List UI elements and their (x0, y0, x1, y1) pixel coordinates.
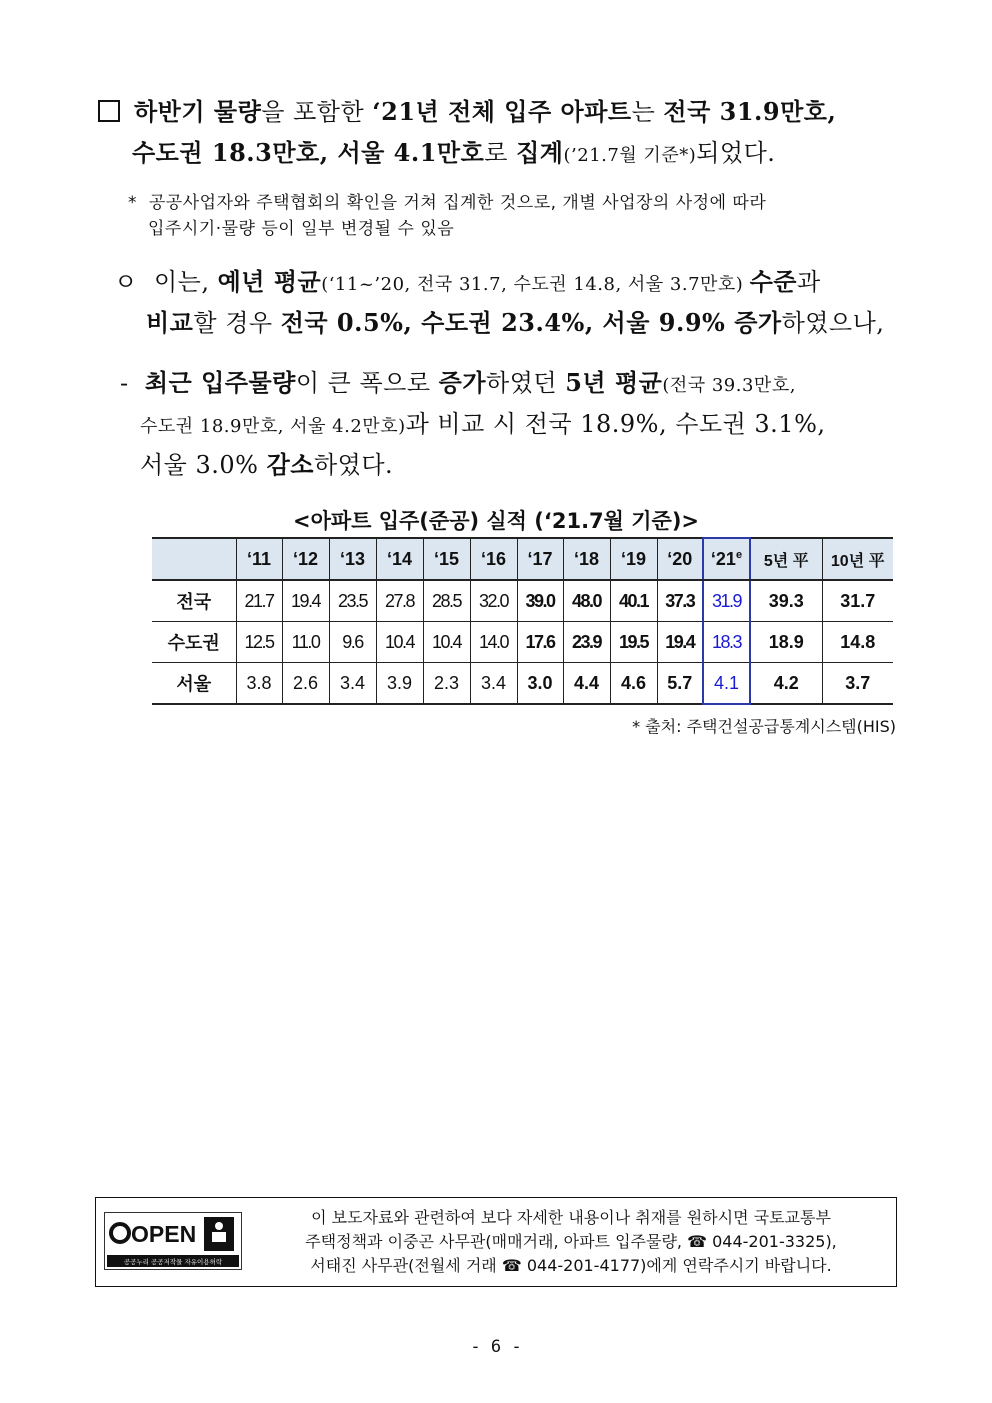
footnote-line-2: 입주시기·물량 등이 일부 변경될 수 있음 (148, 219, 455, 239)
contact-line-1: 이 보도자료와 관련하여 보다 자세한 내용이나 취재를 원하시면 국토교통부 (311, 1208, 831, 1227)
table-cell: 3.8 (236, 663, 282, 705)
summary-line-1: 하반기 물량을 포함한 ‘21년 전체 입주 아파트는 전국 31.9만호, (98, 92, 836, 127)
table-cell: 4.2 (750, 663, 822, 705)
contact-box (95, 1197, 897, 1287)
header-cell-2018: ‘18 (563, 538, 610, 580)
recent-line-3: 서울 3.0% 감소하였다. (140, 450, 394, 479)
table-cell: 39.3 (750, 580, 822, 622)
table-cell: 27.8 (376, 580, 423, 622)
footnote-line-1: * 공공사업자와 주택협회의 확인을 거쳐 집계한 것으로, 개별 사업장의 사정에 따라 (128, 193, 767, 213)
table-cell: 11.0 (282, 622, 329, 663)
table-cell: 2.3 (423, 663, 470, 705)
table-cell: 14.8 (822, 622, 893, 663)
table-header-row (152, 538, 893, 580)
table-cell: 28.5 (423, 580, 470, 622)
table-cell-highlight: 31.9 (703, 580, 750, 622)
header-cell-10yr-avg: 10년 平 (822, 538, 893, 580)
table-cell: 4.6 (610, 663, 657, 705)
header-cell-2020: ‘20 (657, 538, 703, 580)
table-cell: 17.6 (517, 622, 563, 663)
header-cell-2019: ‘19 (610, 538, 657, 580)
table-cell: 40.1 (610, 580, 657, 622)
table-row (152, 663, 893, 705)
table-cell: 19.5 (610, 622, 657, 663)
table-cell: 2.6 (282, 663, 329, 705)
kogl-open-logo (104, 1212, 242, 1270)
table-cell: 39.0 (517, 580, 563, 622)
table-cell: 3.7 (822, 663, 893, 705)
logo-caption: 공공누리 공공저작물 자유이용허락 (123, 1258, 223, 1266)
header-cell-2017: ‘17 (517, 538, 563, 580)
table-cell: 48.0 (563, 580, 610, 622)
header-cell-empty (152, 538, 236, 580)
header-cell-2014: ‘14 (376, 538, 423, 580)
open-license-icon (104, 1212, 242, 1270)
table-cell: 31.7 (822, 580, 893, 622)
table-cell: 32.0 (470, 580, 517, 622)
table-cell-highlight: 18.3 (703, 622, 750, 663)
table-cell: 4.4 (563, 663, 610, 705)
table-row (152, 622, 893, 663)
header-cell-2011: ‘11 (236, 538, 282, 580)
header-cell-2013: ‘13 (329, 538, 376, 580)
logo-text: OPEN (131, 1221, 197, 1247)
table-cell: 3.4 (329, 663, 376, 705)
table-cell: 19.4 (282, 580, 329, 622)
row-label: 전국 (176, 592, 212, 613)
page-number: - 6 - (470, 1337, 522, 1357)
occupancy-table (152, 537, 893, 705)
table-cell: 37.3 (657, 580, 703, 622)
table-cell: 10.4 (376, 622, 423, 663)
contact-text (256, 1206, 886, 1278)
table-row (152, 580, 893, 622)
table-cell: 3.9 (376, 663, 423, 705)
header-cell-5yr-avg: 5년 平 (750, 538, 822, 580)
table-cell: 14.0 (470, 622, 517, 663)
table-cell: 3.4 (470, 663, 517, 705)
table-cell: 23.5 (329, 580, 376, 622)
table-cell: 18.9 (750, 622, 822, 663)
header-cell-2015: ‘15 (423, 538, 470, 580)
table-cell: 5.7 (657, 663, 703, 705)
header-cell-2021: ‘21e (703, 538, 750, 580)
table-source: * 출처: 주택건설공급통계시스템(HIS) (632, 717, 896, 736)
header-cell-2016: ‘16 (470, 538, 517, 580)
contact-line-2: 주택정책과 이중곤 사무관(매매거래, 아파트 입주물량, ☎ 044-201-3325), (305, 1232, 837, 1251)
row-label: 서울 (176, 674, 212, 695)
table-cell: 21.7 (236, 580, 282, 622)
table-title: <아파트 입주(준공) 실적 (‘21.7월 기준)> (292, 509, 700, 533)
table-cell: 12.5 (236, 622, 282, 663)
header-cell-2012: ‘12 (282, 538, 329, 580)
row-label: 수도권 (167, 633, 220, 654)
table-cell: 19.4 (657, 622, 703, 663)
comparison-line-1: ㅇ 이는, 예년 평균(‘11~’20, 전국 31.7, 수도권 14.8, 서울 3.7만호) 수준과 (114, 267, 821, 296)
table-cell-highlight: 4.1 (703, 663, 750, 705)
table-cell: 9.6 (329, 622, 376, 663)
table-cell: 23.9 (563, 622, 610, 663)
summary-line-2: 수도권 18.3만호, 서울 4.1만호로 집계(’21.7월 기준*)되었다. (132, 138, 776, 167)
recent-line-1: - 최근 입주물량이 큰 폭으로 증가하였던 5년 평균(전국 39.3만호, (120, 368, 796, 397)
table-cell: 3.0 (517, 663, 563, 705)
table-cell: 10.4 (423, 622, 470, 663)
recent-line-2: 수도권 18.9만호, 서울 4.2만호)과 비교 시 전국 18.9%, 수도권 3.1%, (140, 410, 826, 438)
contact-line-3: 서태진 사무관(전월세 거래 ☎ 044-201-4177)에게 연락주시기 바랍니다. (310, 1256, 832, 1275)
comparison-line-2: 비교할 경우 전국 0.5%, 수도권 23.4%, 서울 9.9% 증가하였으나, (146, 308, 885, 337)
checkbox-square-icon (98, 100, 120, 122)
